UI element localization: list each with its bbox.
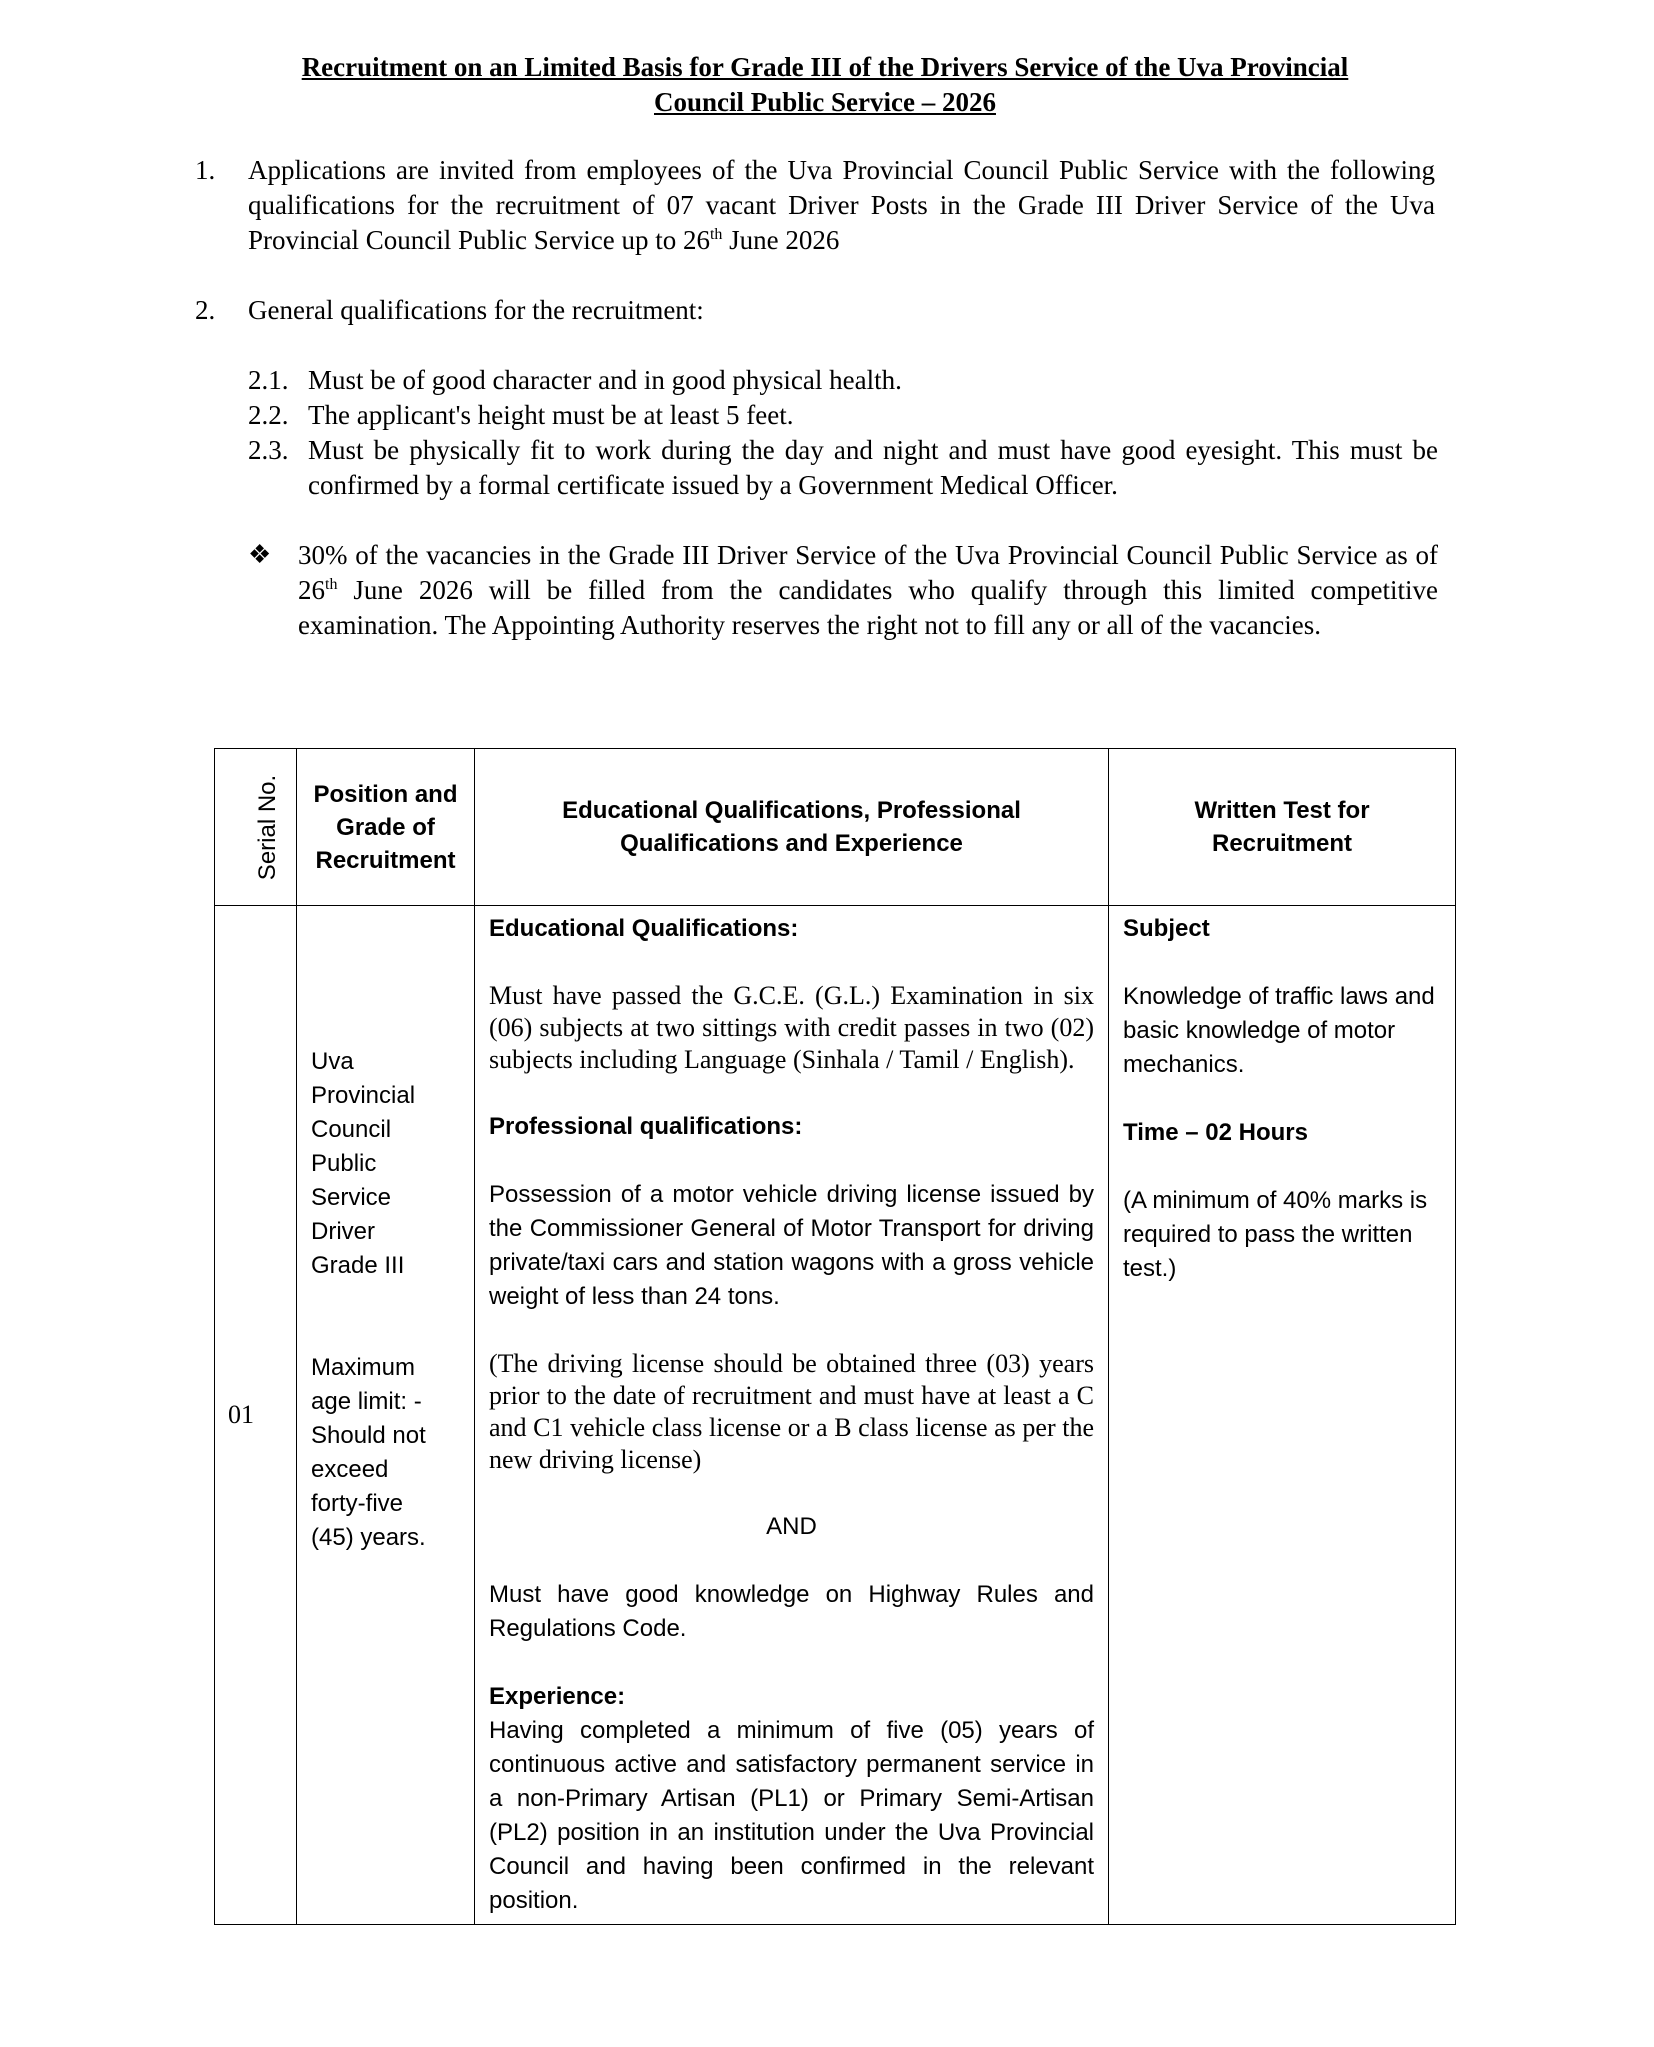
age-line: Maximum bbox=[311, 1354, 416, 1381]
header-serial bbox=[215, 749, 297, 906]
age-line: (45) years. bbox=[311, 1524, 426, 1551]
section-2 bbox=[195, 293, 1435, 328]
cell-position bbox=[297, 906, 475, 1925]
section-1-sup: th bbox=[709, 226, 723, 243]
highway-text: Must have good knowledge on Highway Rules and Regulations Code. bbox=[489, 1581, 1094, 1642]
edu-text: Must have passed the G.C.E. (G.L.) Examination in six (06) subjects at two sittings with credit passes in two (02) subjects including Language (Sinhala / Tamil / English). bbox=[489, 981, 1094, 1074]
test-note: (A minimum of 40% marks is required to pass the written test.) bbox=[1123, 1187, 1428, 1282]
age-line: exceed bbox=[311, 1456, 389, 1483]
qualification-item-number: 2.2. bbox=[248, 400, 289, 430]
header-position-label: Position and Grade of Recruitment bbox=[313, 780, 458, 874]
cell-written-test bbox=[1109, 906, 1456, 1925]
qualification-item-number: 2.3. bbox=[248, 435, 289, 465]
age-limit bbox=[311, 1351, 460, 1555]
position-name bbox=[311, 1045, 460, 1283]
test-subject-heading: Subject bbox=[1123, 915, 1210, 942]
section-1-text-main: Applications are invited from employees of the Uva Provincial Council Public Service with the following qualifications for the recruitment of 07 vacant Driver Posts in the Grade III Driver Service of the Uva Provincial Council Public Service up to 26 bbox=[248, 155, 1435, 255]
and-separator: AND bbox=[766, 1513, 817, 1540]
position-line: Provincial bbox=[311, 1082, 416, 1109]
qualification-item bbox=[248, 363, 1438, 398]
header-serial-label: Serial No. bbox=[254, 774, 282, 880]
header-position bbox=[297, 749, 475, 906]
qualification-item bbox=[248, 433, 1438, 503]
prof-note: (The driving license should be obtained three (03) years prior to the date of recruitment and must have at least a C and C1 vehicle class license or a B class license as per the new driving license) bbox=[489, 1349, 1094, 1474]
title-line-2: Council Public Service – 2026 bbox=[654, 87, 996, 117]
section-2-number: 2. bbox=[195, 295, 216, 325]
exp-heading: Experience: bbox=[489, 1683, 626, 1710]
position-line: Uva bbox=[311, 1048, 354, 1075]
position-line: Grade III bbox=[311, 1252, 405, 1279]
vacancy-note-text bbox=[298, 538, 1438, 643]
table-row bbox=[215, 906, 1456, 1925]
vacancy-note bbox=[248, 538, 1438, 643]
vacancy-note-text-main: 30% of the vacancies in the Grade III Driver Service of the Uva Provincial Council Public Service as of 26 bbox=[298, 540, 1438, 605]
qualification-item-text: Must be of good character and in good physical health. bbox=[308, 365, 902, 395]
position-line: Service bbox=[311, 1184, 392, 1211]
edu-heading: Educational Qualifications: bbox=[489, 915, 799, 942]
position-line: Council bbox=[311, 1116, 392, 1143]
position-line: Public bbox=[311, 1150, 377, 1177]
position-line: Driver bbox=[311, 1218, 375, 1245]
section-1 bbox=[195, 153, 1435, 258]
prof-text: Possession of a motor vehicle driving license issued by the Commissioner General of Motor Transport for driving private/taxi cars and station wagons with a gross vehicle weight of less than 24 tons. bbox=[489, 1181, 1094, 1310]
qualifications-table bbox=[214, 748, 1456, 1925]
header-education bbox=[475, 749, 1109, 906]
vacancy-note-text-end: June 2026 will be filled from the candidates who qualify through this limited competitive examination. The Appointing Authority reserves the right not to fill any or all of the vacancies. bbox=[298, 575, 1438, 640]
exp-text: Having completed a minimum of five (05) years of continuous active and satisfactory permanent service in a non-Primary Artisan (PL1) or Primary Semi-Artisan (PL2) position in an institution under the Uva Provincial Council and having been confirmed in the relevant position. bbox=[489, 1717, 1094, 1914]
diamond-bullet-icon: ❖ bbox=[248, 540, 272, 569]
prof-heading: Professional qualifications: bbox=[489, 1113, 803, 1140]
section-1-number: 1. bbox=[195, 155, 216, 185]
vacancy-note-sup: th bbox=[325, 576, 338, 593]
cell-serial: 01 bbox=[215, 906, 297, 1925]
header-test-label: Written Test for Recruitment bbox=[1194, 797, 1370, 857]
qualification-item-text: Must be physically fit to work during the day and night and must have good eyesight. This must be confirmed by a formal certificate issued by a Government Medical Officer. bbox=[308, 435, 1438, 500]
qualification-item bbox=[248, 398, 1438, 433]
section-1-text-end: June 2026 bbox=[722, 225, 840, 255]
title-line-1: Recruitment on an Limited Basis for Grade III of the Drivers Service of the Uva Provincial bbox=[301, 52, 1349, 82]
section-1-text bbox=[248, 153, 1435, 258]
page-title bbox=[230, 50, 1420, 120]
age-line: Should not bbox=[311, 1422, 426, 1449]
qualification-item-text: The applicant's height must be at least 5 feet. bbox=[308, 400, 794, 430]
test-time: Time – 02 Hours bbox=[1123, 1119, 1308, 1146]
qualification-item-number: 2.1. bbox=[248, 365, 289, 395]
test-subject-text: Knowledge of traffic laws and basic knowledge of motor mechanics. bbox=[1123, 983, 1435, 1078]
header-education-label: Educational Qualifications, Professional Qualifications and Experience bbox=[562, 797, 1021, 857]
age-line: forty-five bbox=[311, 1490, 404, 1517]
section-2-text: General qualifications for the recruitment: bbox=[248, 295, 704, 325]
cell-education bbox=[475, 906, 1109, 1925]
age-line: age limit: - bbox=[311, 1388, 422, 1415]
header-test bbox=[1109, 749, 1456, 906]
table-header-row bbox=[215, 749, 1456, 906]
